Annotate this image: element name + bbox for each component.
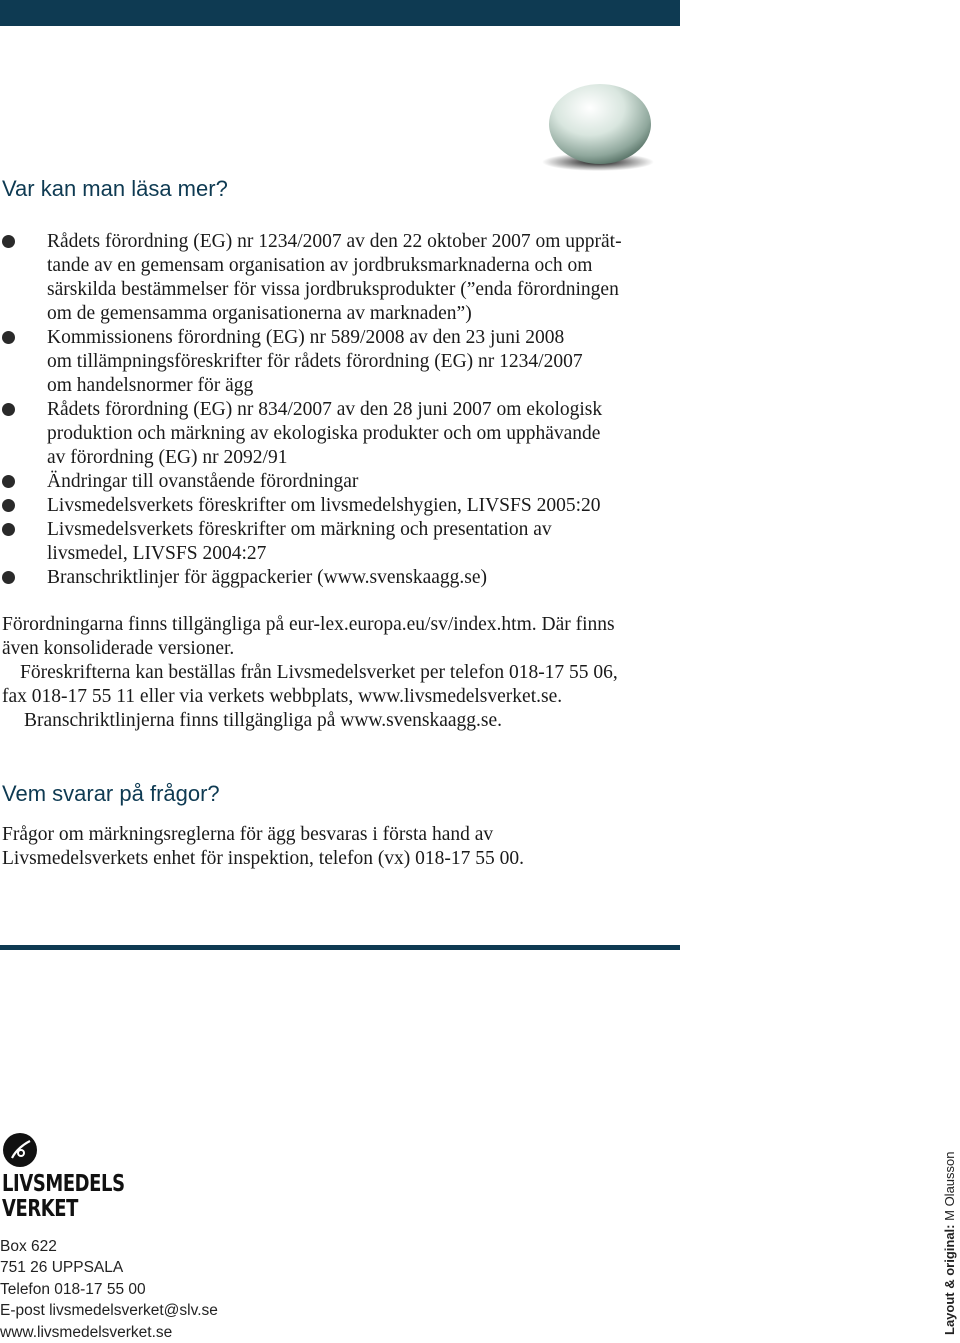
reference-list [0, 230, 690, 590]
bullet-icon [2, 235, 15, 248]
list-item: Ändringar till ovanstående förordningar [0, 470, 690, 494]
list-item: Livsmedelsverkets föreskrifter om märkning och presentation av livsmedel, LIVSFS 2004:27 [0, 518, 690, 566]
list-item: Kommissionens förordning (EG) nr 589/2008 av den 23 juni 2008 om tillämpningsföreskrifter för rådets förordning (EG) nr 1234/2007 om handelsnormer för ägg [0, 326, 690, 398]
postal-box: Box 622 [0, 1238, 57, 1255]
logo-emblem-icon [2, 1132, 38, 1168]
list-item: Livsmedelsverkets föreskrifter om livsmedelshygien, LIVSFS 2005:20 [0, 494, 690, 518]
postal-city: 751 26 UPPSALA [0, 1259, 124, 1277]
list-item: Branschriktlinjer för äggpackerier (www.svenskaagg.se) [0, 566, 690, 590]
phone: Telefon 018-17 55 00 [0, 1280, 146, 1298]
contact-paragraph: Frågor om märkningsreglerna för ägg besvaras i första hand av Livsmedelsverkets enhet för inspektion, telefon (vx) 018-17 55 00. [2, 824, 525, 869]
bullet-icon [2, 475, 15, 488]
layout-credit: Layout & original: M Olausson [942, 1151, 957, 1335]
top-accent-bar [0, 0, 680, 26]
guidelines-paragraph: Branschriktlinjerna finns tillgängliga på www.svenskaagg.se. [24, 710, 502, 731]
address-block [0, 1236, 218, 1343]
regulations-availability-paragraph: Förordningarna finns tillgängliga på eur-lex.europa.eu/sv/index.htm. Där finns även konsoliderade versioner. [2, 614, 615, 659]
bullet-icon [2, 403, 15, 416]
livsmedelsverket-logo [2, 1132, 125, 1222]
ordering-paragraph: Föreskrifterna kan beställas från Livsmedelsverket per telefon 018-17 55 06, fax 018-17 55 11 eller via verkets webbplats, www.livsmedelsverket.se. [2, 662, 618, 707]
read-more-heading: Var kan man läsa mer? [2, 176, 228, 201]
bottom-divider [0, 945, 680, 950]
bullet-icon [2, 571, 15, 584]
logo-wordmark: LIVSMEDELS VERKET [2, 1171, 125, 1222]
egg-image [540, 78, 660, 178]
website: www.livsmedelsverket.se [0, 1323, 173, 1341]
list-item: Rådets förordning (EG) nr 834/2007 av den 28 juni 2007 om ekologisk produktion och märkning av ekologiska produkter och om upphävande av förordning (EG) nr 2092/91 [0, 398, 690, 470]
bullet-icon [2, 331, 15, 344]
bullet-icon [2, 523, 15, 536]
questions-heading: Vem svarar på frågor? [2, 781, 220, 806]
list-item: Rådets förordning (EG) nr 1234/2007 av den 22 oktober 2007 om upprät- tande av en gemensam organisation av jordbruksmarknaderna och om särskilda bestämmelser för vissa jordbruksprodukter (”enda förordningen om de gemensamma organisationerna av marknaden”) [0, 230, 690, 326]
email: E-post livsmedelsverket@slv.se [0, 1302, 218, 1320]
bullet-icon [2, 499, 15, 512]
